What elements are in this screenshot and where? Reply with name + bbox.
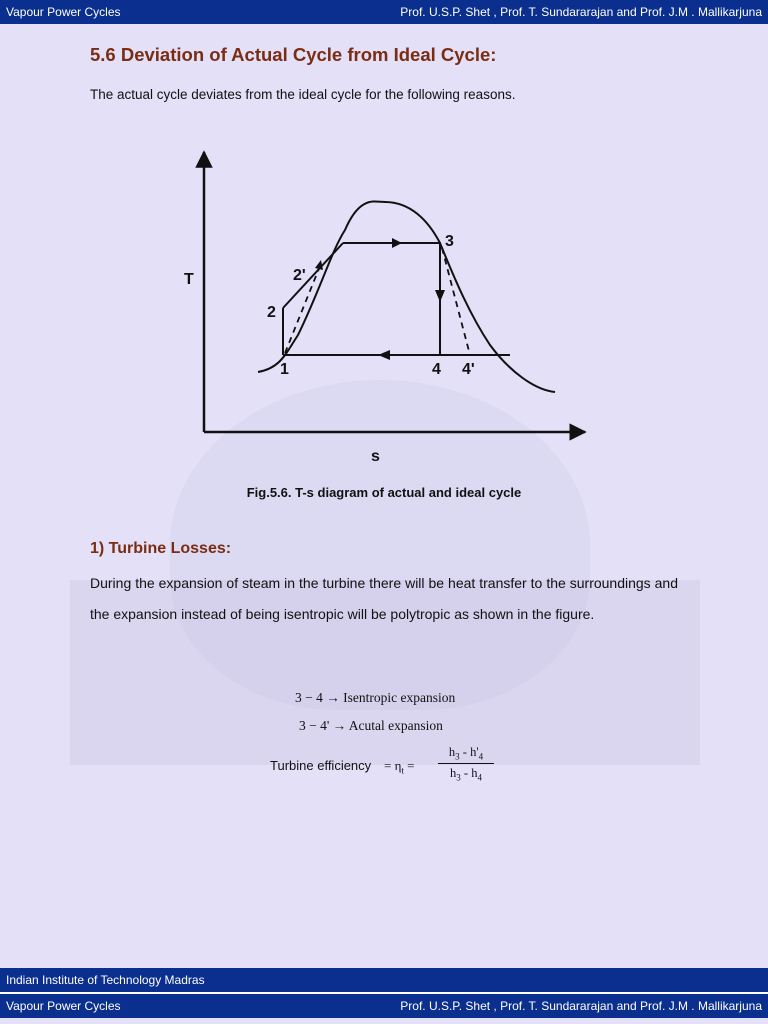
num-h3-sub: 3 (455, 751, 460, 762)
point-2-label: 2 (267, 304, 276, 321)
footer-authors: Prof. U.S.P. Shet , Prof. T. Sundararajan and Prof. J.M . Mallikarjuna (400, 999, 762, 1013)
heating-line-2-sat (283, 243, 343, 308)
footer-institute-bar (0, 968, 768, 992)
expansion-arrow (435, 290, 445, 302)
fraction-bar (438, 763, 494, 764)
fraction-numerator (438, 745, 494, 762)
turbine-losses-heading: 1) Turbine Losses: (90, 540, 232, 557)
den-h4-sub: 4 (477, 772, 482, 783)
actual-expansion-line: 3 − 4' → Acutal expansion (299, 718, 443, 733)
num-h4p: - h' (459, 745, 479, 759)
point-2p-label: 2' (293, 267, 306, 284)
point-4-label: 4 (432, 361, 441, 378)
ts-diagram (170, 140, 610, 470)
turbine-efficiency-symbol (384, 758, 415, 776)
isentropic-expansion-line: 3 − 4 → Isentropic expansion (295, 690, 456, 705)
den-h3: h (450, 766, 457, 780)
condensation-arrow (378, 350, 390, 360)
header-bar (0, 0, 768, 24)
header-authors: Prof. U.S.P. Shet , Prof. T. Sundararajan and Prof. J.M . Mallikarjuna (400, 5, 762, 19)
actual-pump-arrow (315, 260, 323, 270)
turbine-efficiency-label: Turbine efficiency (270, 758, 372, 773)
point-3-label: 3 (445, 233, 454, 250)
turbine-losses-paragraph: During the expansion of steam in the turbine there will be heat transfer to the surroundings and the expansion instead of being isentropic will be polytropic as shown in the figure. (90, 575, 678, 622)
saturation-dome (258, 201, 555, 392)
point-1-label: 1 (280, 361, 289, 378)
eta-symbol: = η (384, 758, 402, 773)
evaporation-arrow (392, 238, 402, 248)
axis-t-label: T (184, 271, 194, 288)
header-course: Vapour Power Cycles (6, 5, 121, 19)
num-h4p-sub: 4 (478, 751, 484, 762)
axis-s-label: s (371, 448, 380, 465)
equals-sign: = (403, 758, 415, 773)
den-h4: - h (460, 766, 478, 780)
num-h3: h (448, 745, 456, 759)
footer-institute: Indian Institute of Technology Madras (6, 973, 205, 987)
figure-caption: Fig.5.6. T-s diagram of actual and ideal cycle (246, 485, 522, 500)
efficiency-fraction (438, 745, 494, 783)
footer-course: Vapour Power Cycles (6, 999, 121, 1013)
eta-subscript: t (401, 765, 404, 776)
section-title: 5.6 Deviation of Actual Cycle from Ideal Cycle: (90, 44, 497, 65)
point-4p-label: 4' (462, 361, 475, 378)
section-intro: The actual cycle deviates from the ideal cycle for the following reasons. (90, 87, 516, 102)
fraction-denominator (438, 766, 494, 783)
footer-bar (0, 994, 768, 1018)
den-h3-sub: 3 (456, 772, 461, 783)
